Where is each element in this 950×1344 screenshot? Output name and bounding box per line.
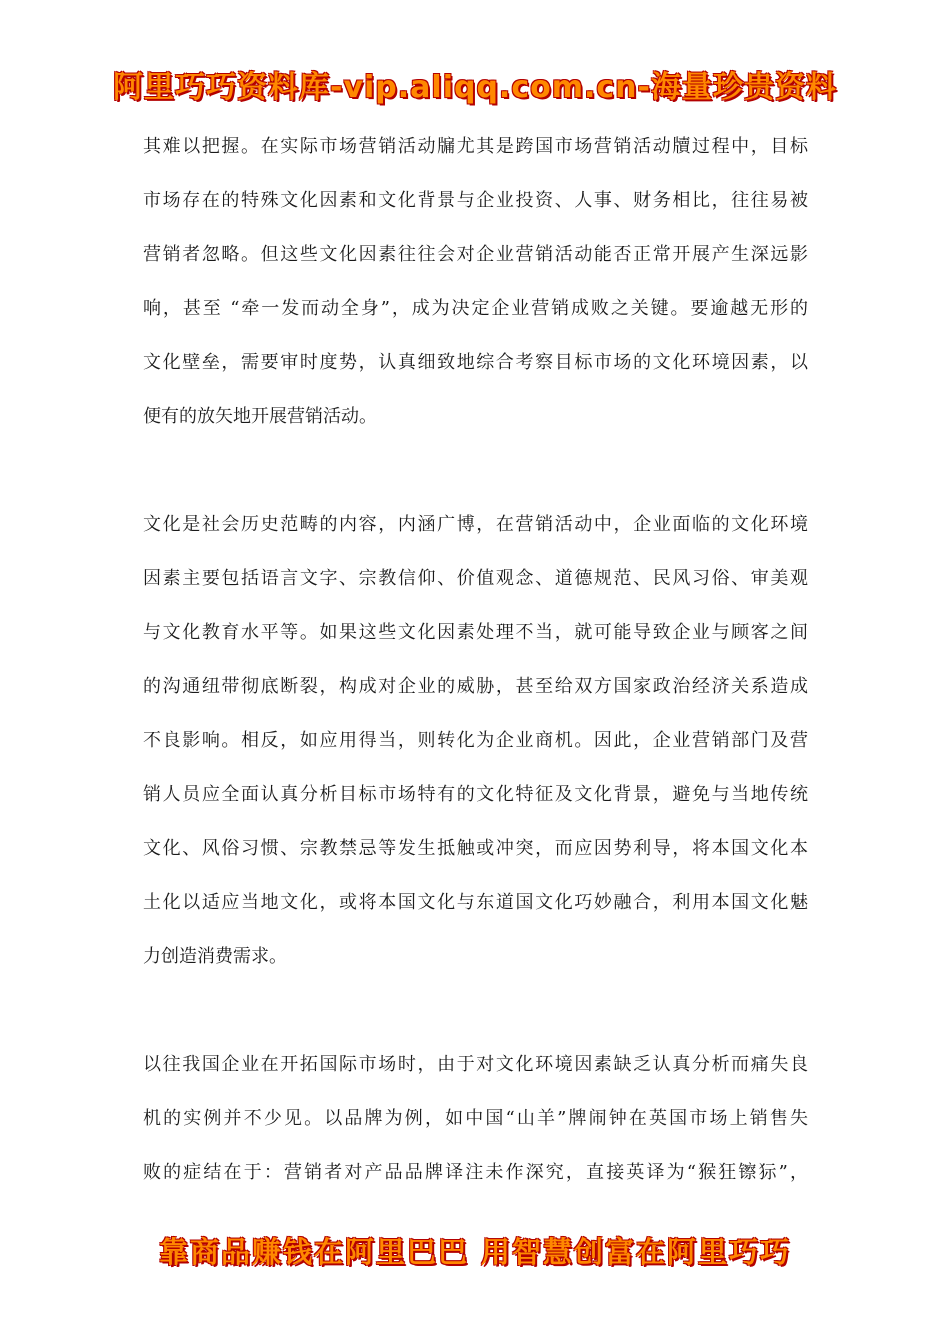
text-line: 文化、风俗习惯、宗教禁忌等发生抵触或冲突，而应因势利导，将本国文化本: [143, 838, 808, 859]
text-line: 其难以把握。在实际市场营销活动牖尤其是跨国市场营销活动牘过程中，目标: [143, 136, 808, 157]
paragraph-3: [143, 1051, 808, 1213]
paragraph-2: [143, 511, 808, 997]
header-banner: 阿里巧巧资料库-vip.aliqq.com.cn-海量珍贵资料: [113, 70, 837, 105]
text-line: 与文化教育水平等。如果这些文化因素处理不当，就可能导致企业与顾客之间: [143, 622, 808, 643]
text-line: 文化壁垒，需要审时度势，认真细致地综合考察目标市场的文化环境因素，以: [143, 352, 808, 373]
paragraph-1: [143, 133, 808, 457]
paragraph-gap: [143, 457, 808, 511]
text-line: 便有的放矢地开展营销活动。: [143, 406, 377, 427]
text-line: 因素主要包括语言文字、宗教信仰、价值观念、道德规范、民风习俗、审美观: [143, 568, 808, 589]
text-line: 不良影响。相反，如应用得当，则转化为企业商机。因此，企业营销部门及营: [143, 730, 808, 751]
text-line: 营销者忽略。但这些文化因素往往会对企业营销活动能否正常开展产生深远影: [143, 244, 808, 265]
text-line: 响，甚至 “牵一发而动全身”，成为决定企业营销成败之关键。要逾越无形的: [143, 298, 808, 319]
text-line: 败的症结在于：营销者对产品品牌译注未作深究，直接英译为“猴狂镲狋”，: [143, 1162, 808, 1183]
text-line: 机的实例并不少见。以品牌为例，如中国“山羊”牌闹钟在英国市场上销售失: [143, 1108, 808, 1129]
text-line: 市场存在的特殊文化因素和文化背景与企业投资、人事、财务相比，往往易被: [143, 190, 808, 211]
paragraph-gap: [143, 997, 808, 1051]
text-line: 的沟通纽带彻底断裂，构成对企业的威胁，甚至给双方国家政治经济关系造成: [143, 676, 808, 697]
footer-banner: 靠商品赚钱在阿里巴巴 用智慧创富在阿里巧巧: [158, 1235, 792, 1269]
text-line: 销人员应全面认真分析目标市场特有的文化特征及文化背景，避免与当地传统: [143, 784, 808, 805]
text-line: 土化以适应当地文化，或将本国文化与东道国文化巧妙融合，利用本国文化魅: [143, 892, 808, 913]
text-line: 力创造消费需求。: [143, 946, 287, 967]
text-line: 以往我国企业在开拓国际市场时，由于对文化环境因素缺乏认真分析而痛失良: [143, 1054, 808, 1075]
text-line: 文化是社会历史范畴的内容，内涵广博，在营销活动中，企业面临的文化环境: [143, 514, 808, 535]
document-body: [143, 133, 808, 1213]
